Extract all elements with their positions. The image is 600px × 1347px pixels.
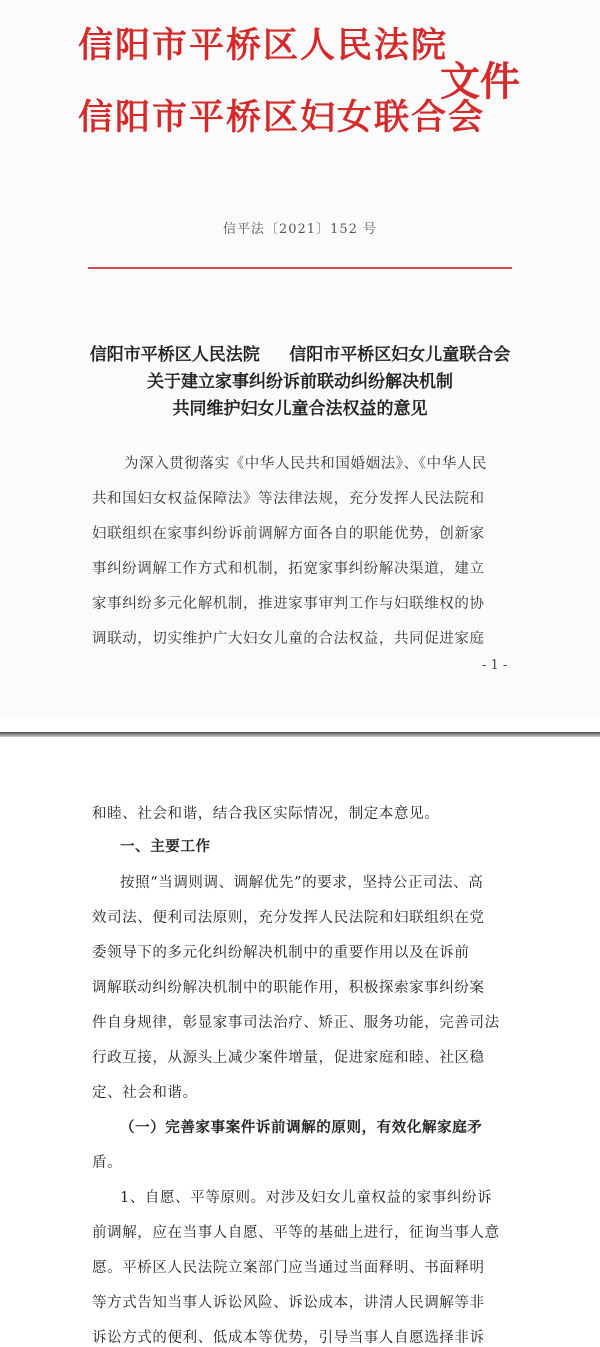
body-paragraph-line: 按照“当调则调、调解优先”的要求，坚持公正司法、高 [120,875,484,891]
body-paragraph-line: 定、社会和谐。 [92,1085,198,1101]
body-paragraph-line: 共和国妇女权益保障法》等法律法规，充分发挥人民法院和 [92,491,485,507]
body-paragraph-line: 1、自愿、平等原则。对涉及妇女儿童权益的家事纠纷诉 [120,1190,493,1206]
body-paragraph-line: 盾。 [92,1155,123,1171]
page-number: - 1 - [482,658,508,673]
body-paragraph-line: 家事纠纷多元化解机制，推进家事审判工作与妇联维权的协 [92,596,485,612]
page-gap [0,718,600,780]
header-document-suffix: 文件 [440,58,520,105]
body-paragraph-line: 和睦、社会和谐，结合我区实际情况，制定本意见。 [92,806,440,822]
document-page-2 [0,780,600,1346]
body-paragraph-line: 事纠纷调解工作方式和机制，拓宽家事纠纷解决渠道，建立 [92,561,485,577]
header-org-womens-federation: 信阳市平桥区妇女联合会 [78,97,486,138]
body-paragraph-line: 调联动，切实维护广大妇女儿童的合法权益，共同促进家庭 [92,631,485,647]
document-number: 信平法〔2021〕152 号 [222,222,378,237]
body-paragraph-line: 效司法、便利司法原则，充分发挥人民法院和妇联组织在党 [92,910,485,926]
body-paragraph-line: 愿。平桥区人民法院立案部门应当通过当面释明、书面释明 [92,1260,485,1276]
section-heading: 一、主要工作 [120,838,211,855]
body-paragraph-line: 调解联动纠纷解决机制中的职能作用，积极探索家事纠纷案 [92,980,485,996]
document-title-line-2: 关于建立家事纠纷诉前联动纠纷解决机制 [147,372,453,392]
body-paragraph-line: 前调解，应在当事人自愿、平等的基础上进行，征询当事人意 [92,1225,500,1241]
red-divider-line [88,267,512,269]
document-title-line-3: 共同维护妇女儿童合法权益的意见 [172,399,428,419]
body-paragraph-line: 件自身规律，彰显家事司法治疗、矫正、服务功能，完善司法 [92,1015,500,1031]
subsection-heading: （一）完善家事案件诉前调解的原则，有效化解家庭矛 [120,1119,483,1136]
body-paragraph-line: 诉讼方式的便利、低成本等优势，引导当事人自愿选择非诉 [92,1330,485,1346]
header-org-court: 信阳市平桥区人民法院 [78,25,449,66]
body-paragraph-line: 委领导下的多元化纠纷解决机制中的重要作用以及在诉前 [92,945,470,961]
body-paragraph-line: 妇联组织在家事纠纷诉前调解方面各自的职能优势，创新家 [92,526,485,542]
page-edge-shadow [0,732,600,737]
body-paragraph-line: 行政互接，从源头上减少案件增量，促进家庭和睦、社区稳 [92,1050,485,1066]
body-paragraph-line: 为深入贯彻落实《中华人民共和国婚姻法》、《中华人民 [124,456,487,472]
document-title-line-1: 信阳市平桥区人民法院 信阳市平桥区妇女儿童联合会 [89,345,511,365]
body-paragraph-line: 等方式告知当事人诉讼风险、诉讼成本，讲清人民调解等非 [92,1295,485,1311]
